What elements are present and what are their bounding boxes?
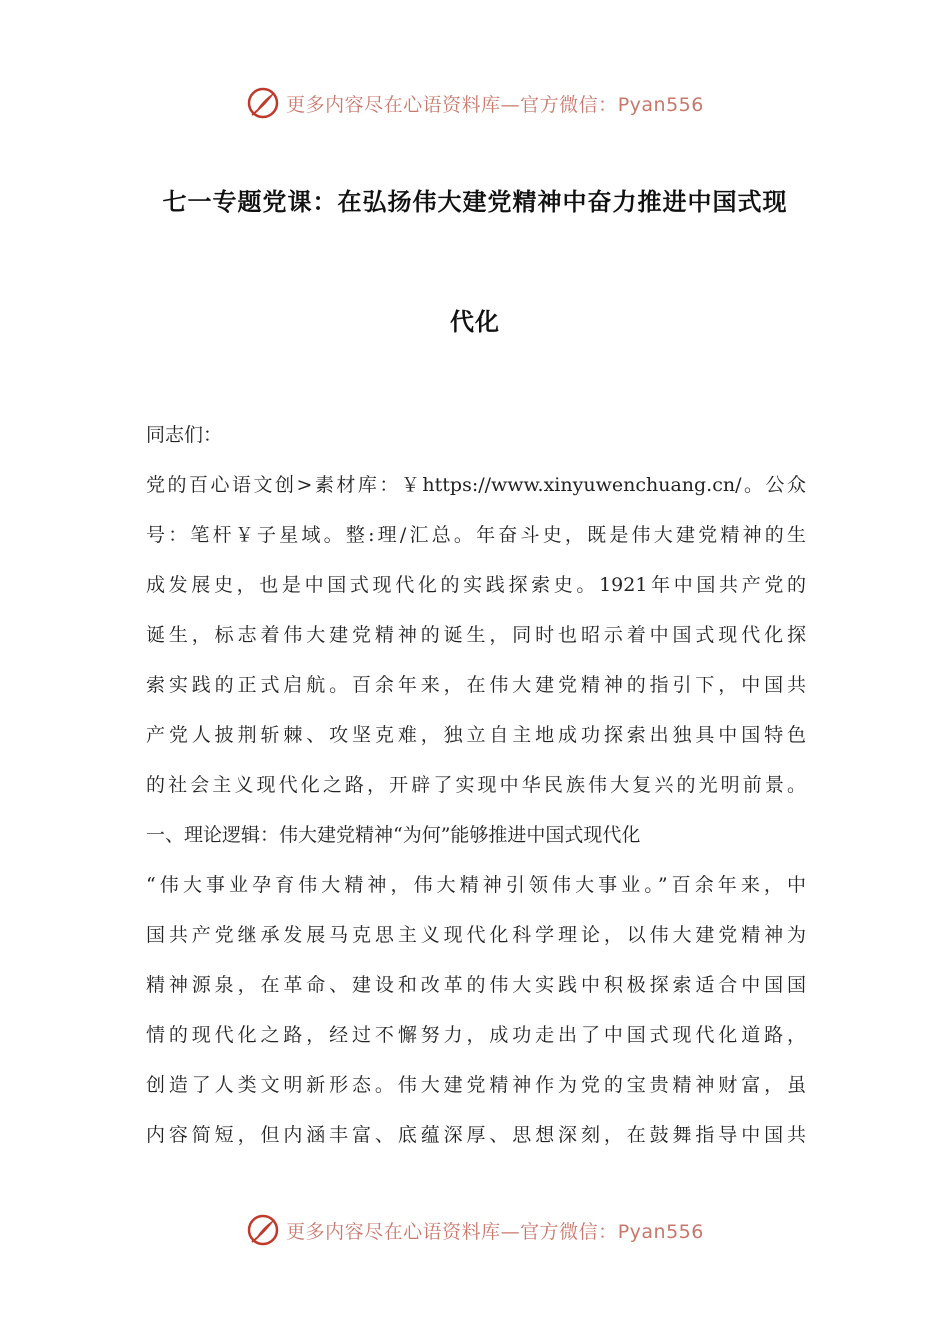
body-line: 诞生，标志着伟大建党精神的诞生，同时也昭示着中国式现代化探 bbox=[146, 624, 806, 646]
body-line: 情的现代化之路，经过不懈努力，成功走出了中国式现代化道路， bbox=[146, 1024, 806, 1046]
body-line: 同志们： bbox=[146, 424, 223, 446]
header-watermark bbox=[0, 83, 950, 123]
body-line: 内容简短，但内涵丰富、底蕴深厚、思想深刻，在鼓舞指导中国共 bbox=[146, 1124, 806, 1146]
body-line: 党的百心语文创>素材库：￥https://www.xinyuwenchuang.cn/。公众 bbox=[146, 474, 806, 496]
quill-logo-icon bbox=[246, 1213, 280, 1247]
section-heading: 一、理论逻辑：伟大建党精神“为何”能够推进中国式现代化 bbox=[146, 824, 641, 846]
body-line: 创造了人类文明新形态。伟大建党精神作为党的宝贵精神财富，虽 bbox=[146, 1074, 806, 1096]
quill-logo-icon bbox=[246, 86, 280, 120]
watermark-text: 更多内容尽在心语资料库—官方微信：Pyan556 bbox=[286, 93, 704, 116]
body-line: 索实践的正式启航。百余年来，在伟大建党精神的指引下，中国共 bbox=[146, 674, 806, 696]
document-title-line-1: 七一专题党课：在弘扬伟大建党精神中奋力推进中国式现 bbox=[162, 188, 788, 216]
watermark-text: 更多内容尽在心语资料库—官方微信：Pyan556 bbox=[286, 1220, 704, 1243]
document-title-line-2: 代化 bbox=[450, 308, 500, 336]
body-line: 产党人披荆斩棘、攻坚克难，独立自主地成功探索出独具中国特色 bbox=[146, 724, 806, 746]
body-line: 精神源泉，在革命、建设和改革的伟大实践中积极探索适合中国国 bbox=[146, 974, 806, 996]
footer-watermark bbox=[0, 1210, 950, 1250]
body-line: 国共产党继承发展马克思主义现代化科学理论，以伟大建党精神为 bbox=[146, 924, 806, 946]
body-line: 成发展史，也是中国式现代化的实践探索史。1921年中国共产党的 bbox=[146, 574, 806, 596]
body-line: “伟大事业孕育伟大精神，伟大精神引领伟大事业。”百余年来，中 bbox=[146, 874, 806, 896]
document-body bbox=[146, 410, 806, 1160]
body-line: 号：笔杆￥子星域。整:理/汇总。年奋斗史，既是伟大建党精神的生 bbox=[146, 524, 806, 546]
body-line: 的社会主义现代化之路，开辟了实现中华民族伟大复兴的光明前景。 bbox=[146, 774, 806, 796]
